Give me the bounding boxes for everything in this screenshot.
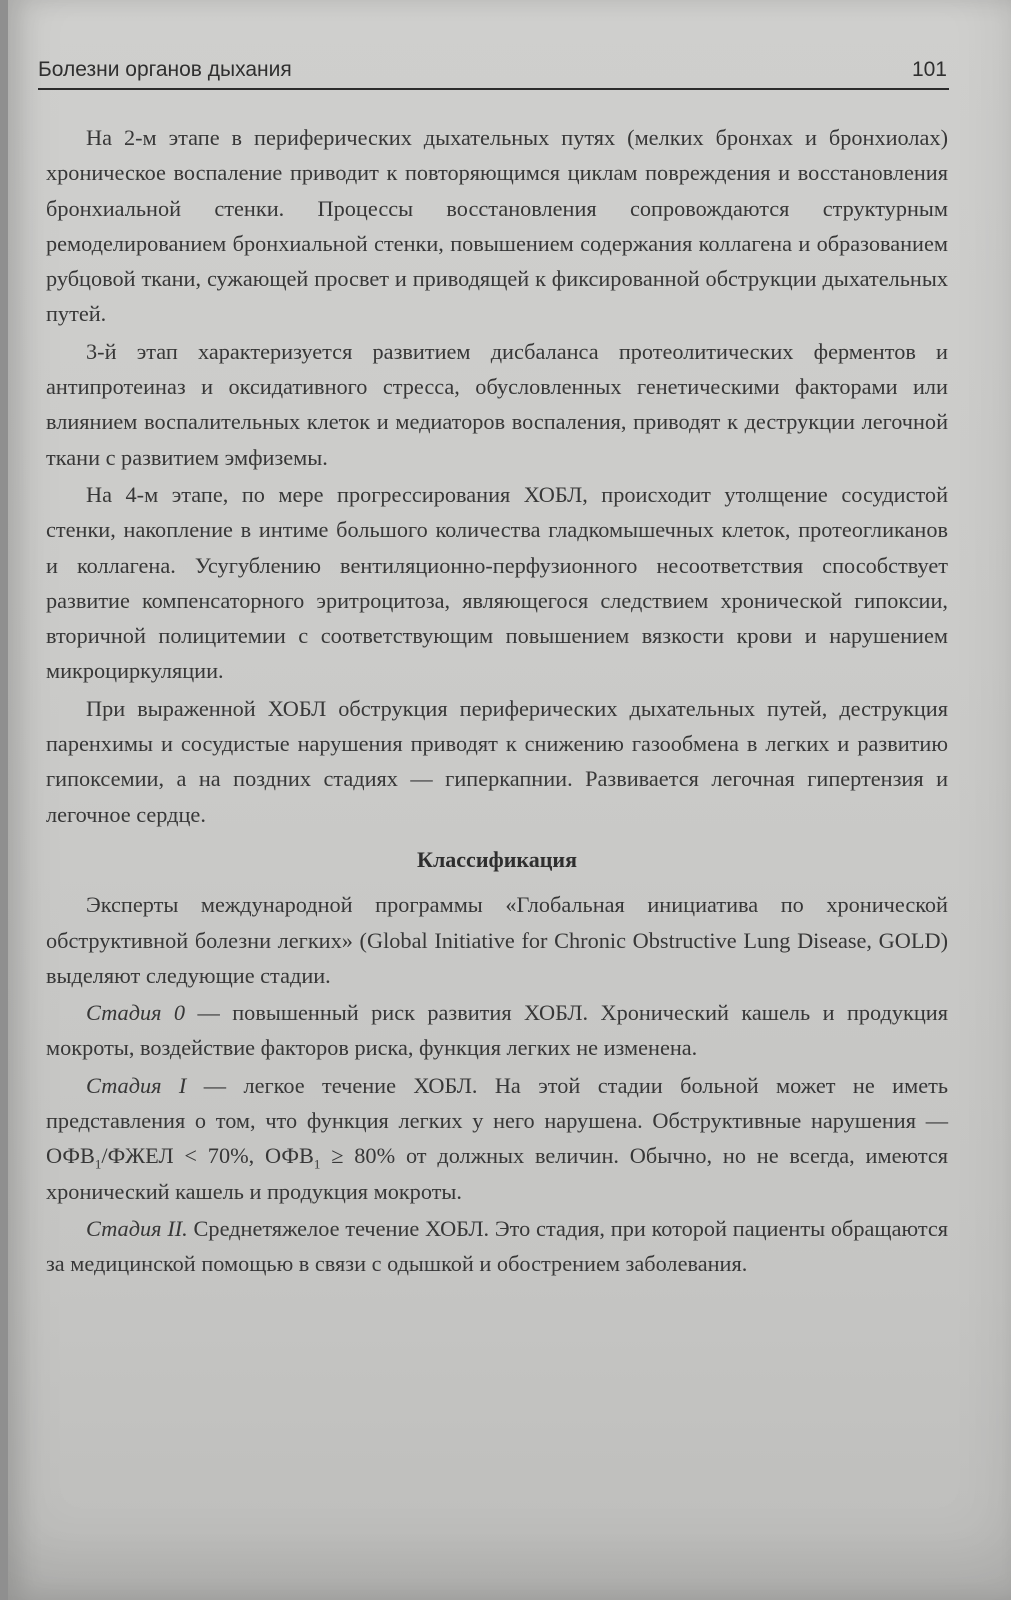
running-title: Болезни органов дыхания (38, 58, 292, 81)
stage-0-label: Стадия 0 (86, 1000, 186, 1026)
paragraph-stage-ii (46, 1211, 948, 1282)
book-page (8, 0, 1011, 1600)
stage-i-text-c: ≥ 80% от должных величин. Обычно, но не всегда, имеются хронический кашель и продукция мокроты. (46, 1143, 948, 1204)
paragraph-stage-2: На 2-м этапе в периферических дыхательных путях (мелких бронхах и бронхиолах) хроническое воспаление приводит к повторяющимся циклам повреждения и восстановления бронхиальной стенки. Процессы восстановления сопровождаются структурным ремоделированием бронхиальной стенки, повышением содержания коллагена и образованием рубцовой ткани, сужающей просвет и приводящей к фиксированной обструкции дыхательных путей. (46, 125, 948, 327)
stage-i-text-b: /ФЖЕЛ < 70%, ОФВ (101, 1143, 314, 1169)
paragraph-severe-copd: При выраженной ХОБЛ обструкция периферических дыхательных путей, деструкция паренхимы и сосудистые нарушения приводят к снижению газообмена в легких и развитию гипоксемии, а на поздних стадиях — гиперкапнии. Развивается легочная гипертензия и легочное сердце. (46, 695, 948, 827)
stage-0-text: — повышенный риск развития ХОБЛ. Хронический кашель и продукция мокроты, воздействие факторов риска, функция легких не изменена. (46, 1000, 948, 1061)
body-text (46, 120, 948, 1284)
fev1-subscript-2: 1 (313, 1156, 321, 1172)
paragraph-stage-0 (46, 995, 948, 1066)
paragraph-stage-3: 3-й этап характеризуется развитием дисбаланса протеолитических ферментов и антипротеиназ и оксидативного стресса, обусловленных генетическими факторами или влиянием воспалительных клеток и медиаторов воспаления, приводят к деструкции легочной ткани с развитием эмфиземы. (46, 338, 948, 470)
stage-i-label: Стадия I (86, 1072, 187, 1098)
stage-i-text-a: — легкое течение ХОБЛ. На этой стадии больной может не иметь представления о том, что функция легких у него нарушена. Обструктивные нарушения — ОФВ (46, 1072, 948, 1169)
paragraph-stage-4: На 4-м этапе, по мере прогрессирования ХОБЛ, происходит утолщение сосудистой стенки, накопление в интиме большого количества гладкомышечных клеток, протеогликанов и коллагена. Усугублению вентиляционно-перфузионного несоответствия способствует развитие компенсаторного эритроцитоза, являющегося следствием хронической гипоксии, вторичной полицитемии с соответствующим повышением вязкости крови и нарушением микроциркуляции. (46, 481, 948, 684)
running-head (38, 48, 949, 90)
paragraph-gold-intro: Эксперты международной программы «Глобальная инициатива по хронической обструктивной болезни легких» (Global Initiative for Chronic Obstructive Lung Disease, GOLD) выделяют следующие стадии. (46, 892, 948, 988)
paragraph-stage-i (46, 1068, 948, 1209)
fev1-subscript: 1 (94, 1156, 102, 1172)
page-number: 101 (911, 58, 947, 81)
section-heading-classification: Классификация (417, 846, 577, 872)
stage-ii-label: Стадия II. (86, 1215, 188, 1241)
stage-ii-text: Среднетяжелое течение ХОБЛ. Это стадия, при которой пациенты обращаются за медицинской помощью в связи с одышкой и обострением заболевания. (46, 1215, 948, 1277)
